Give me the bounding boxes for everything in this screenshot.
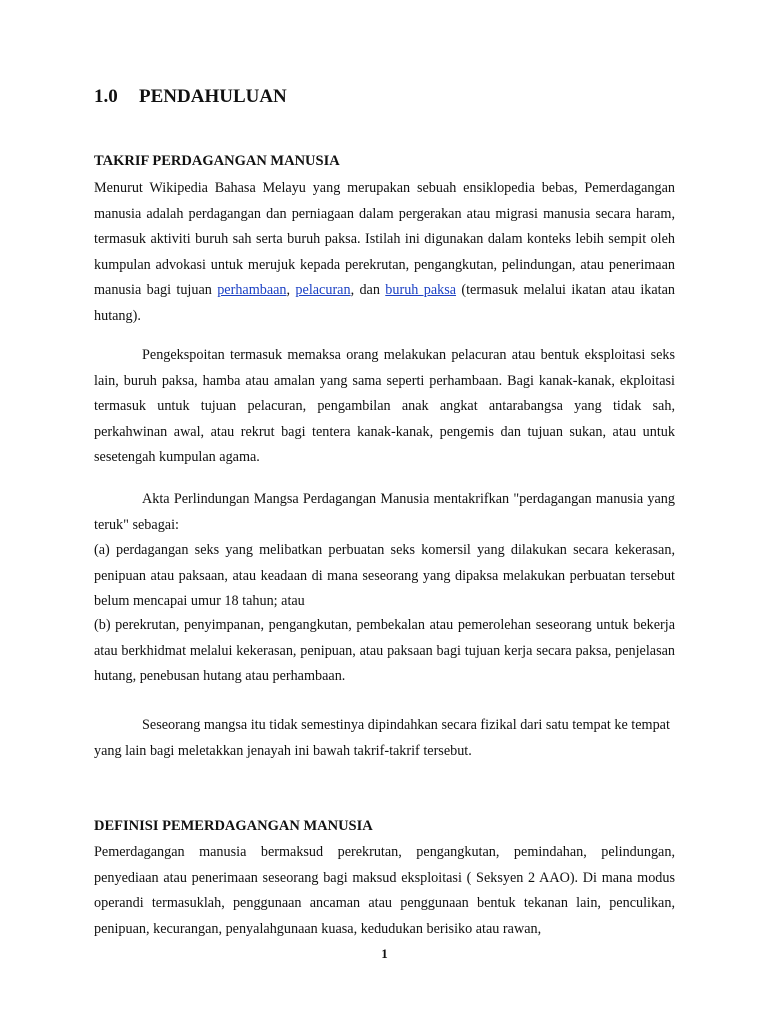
section-heading-takrif: TAKRIF PERDAGANGAN MANUSIA: [94, 153, 340, 169]
page-number: 1: [381, 946, 388, 961]
paragraph-clause-b: (b) perekrutan, penyimpanan, pengangkutan, pembekalan atau pemerolehan seseorang untuk bekerja atau berkhidmat melalui kekerasan, penipuan, atau paksaan bagi tujuan kerja secara paksa, penjelasan hutang, penebusan hutang atau perhambaan.: [94, 617, 675, 684]
link-buruh-paksa[interactable]: buruh paksa: [385, 282, 457, 298]
separator: , dan: [350, 282, 386, 298]
chapter-number: 1.0: [94, 86, 118, 107]
link-pelacuran[interactable]: pelacuran: [295, 282, 351, 298]
separator: ,: [286, 282, 296, 298]
paragraph-text: (termasuk melalui ikatan atau ikatan hutang).: [94, 282, 675, 324]
paragraph-clause-a: (a) perdagangan seks yang melibatkan perbuatan seks komersil yang dilakukan secara kekerasan, penipuan atau paksaan, atau keadaan di mana seseorang yang dipaksa melakukan perbuatan tersebut belum mencapai umur 18 tahun; atau: [94, 542, 675, 609]
paragraph-akta-intro: Akta Perlindungan Mangsa Perdagangan Manusia mentakrifkan "perdagangan manusia yang teruk" sebagai:: [94, 491, 675, 533]
paragraph-definisi: Pemerdagangan manusia bermaksud perekrutan, pengangkutan, pemindahan, pelindungan, penyediaan atau penerimaan seseorang bagi maksud eksploitasi ( Seksyen 2 AAO). Di mana modus operandi termasuklah, penggunaan ancaman atau penggunaan bentuk tekanan lain, penculikan, penipuan, kecurangan, penyalahgunaan kuasa, kedudukan berisiko atau rawan,: [94, 844, 675, 937]
link-perhambaan[interactable]: perhambaan: [217, 282, 287, 298]
paragraph-eksploitasi: Pengekspoitan termasuk memaksa orang melakukan pelacuran atau bentuk eksploitasi seks lain, buruh paksa, hamba atau amalan yang sama seperti perhambaan. Bagi kanak-kanak, ekploitasi termasuk untuk tujuan pelacuran, pengambilan anak angkat antarabangsa yang tidak sah, perkahwinan awal, atau rekrut bagi tentera kanak-kanak, pengemis dan tujuan sukan, atau untuk sesetengah kumpulan agama.: [94, 347, 675, 465]
paragraph-mangsa: Seseorang mangsa itu tidak semestinya dipindahkan secara fizikal dari satu tempat ke tempat yang lain bagi meletakkan jenayah ini bawah takrif-takrif tersebut.: [94, 717, 670, 759]
paragraph-takrif-intro: [94, 176, 675, 329]
chapter-title: PENDAHULUAN: [139, 86, 287, 107]
paragraph-text: Menurut Wikipedia Bahasa Melayu yang merupakan sebuah ensiklopedia bebas, Pemerdagangan manusia adalah perdagangan dan perniagaan dalam pergerakan atau migrasi manusia secara haram, termasuk aktiviti buruh sah serta buruh paksa. Istilah ini digunakan dalam konteks lebih sempit oleh kumpulan advokasi untuk merujuk kepada perekrutan, pengangkutan, pelindungan, atau penerimaan manusia bagi tujuan: [94, 180, 675, 298]
section-heading-definisi: DEFINISI PEMERDAGANGAN MANUSIA: [94, 818, 373, 834]
chapter-heading: [94, 86, 287, 108]
